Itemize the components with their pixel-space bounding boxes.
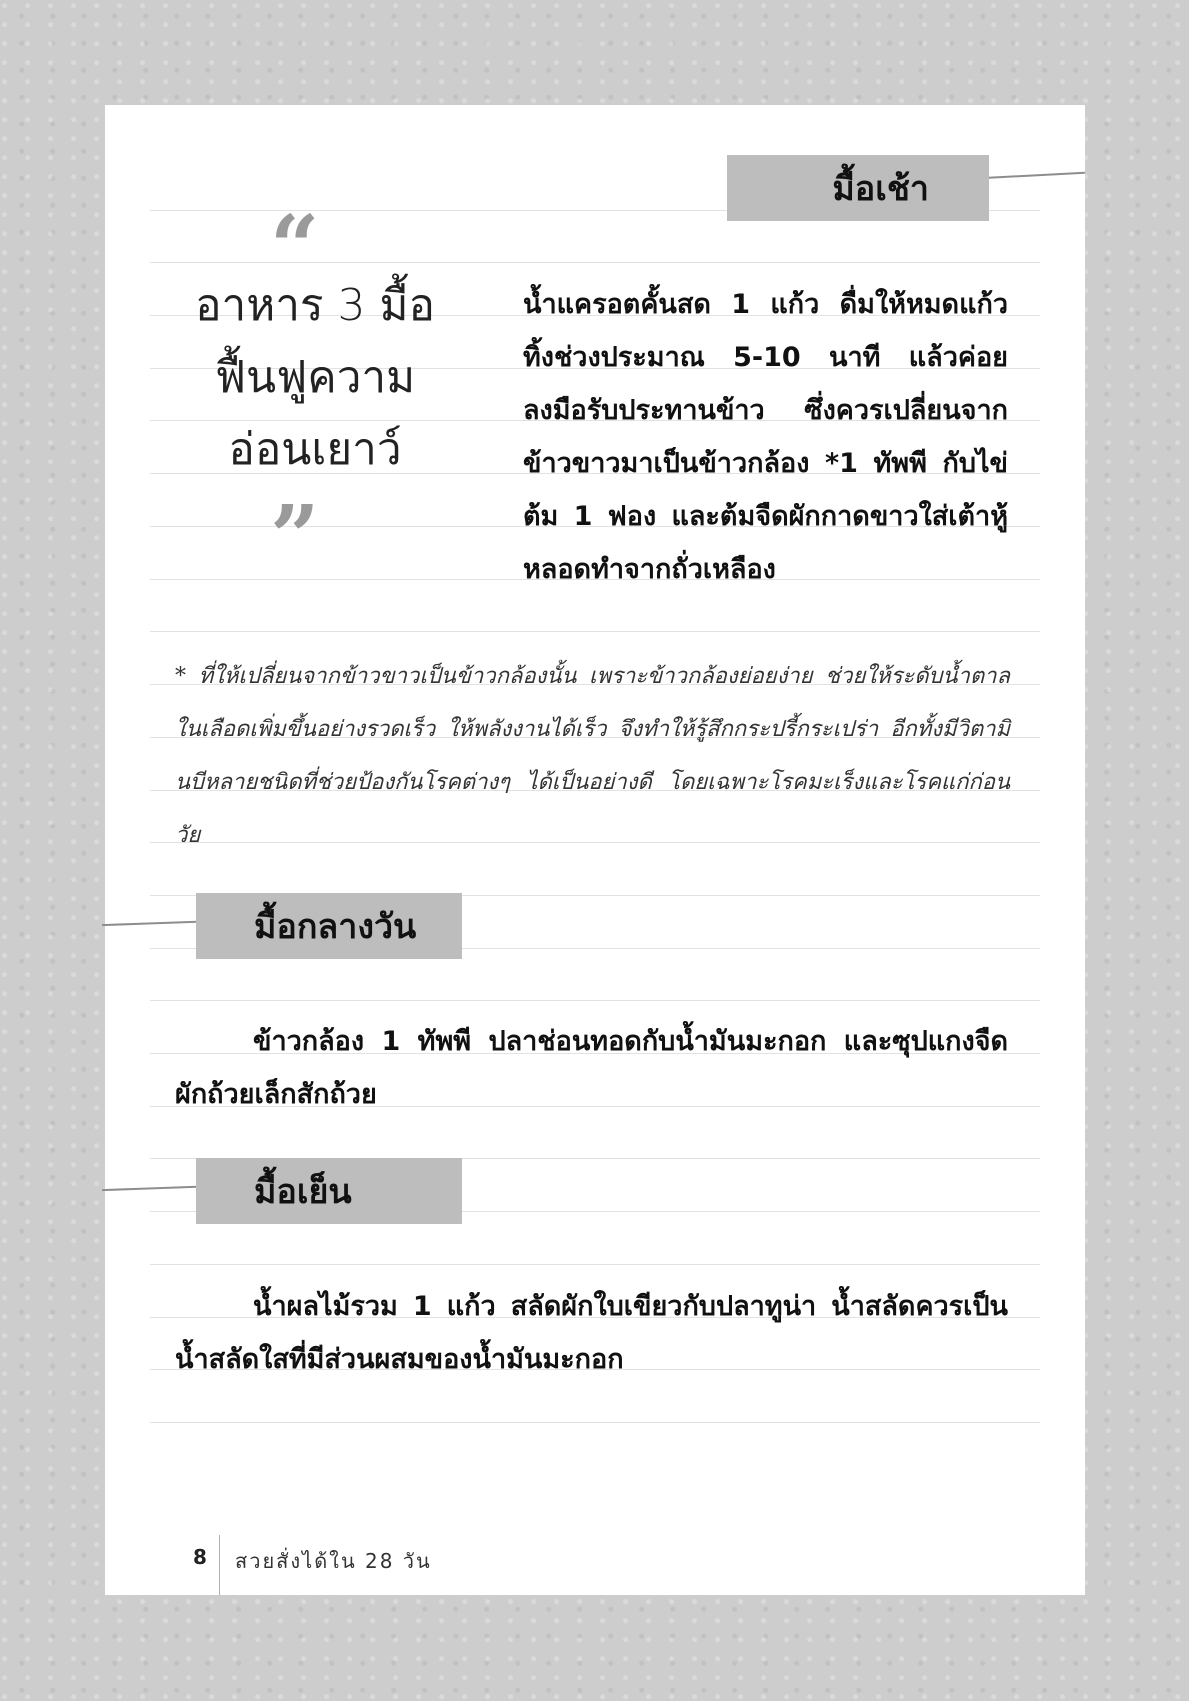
page-number: 8: [193, 1545, 207, 1569]
lunch-tag: [196, 893, 462, 959]
headline-line-1: อาหาร 3 มื้อ: [195, 280, 435, 331]
dinner-tag-label: มื้อเย็น: [254, 1172, 352, 1212]
headline: [150, 270, 480, 486]
headline-line-2: ฟื้นฟูความ: [214, 352, 416, 403]
dinner-text: น้ำผลไม้รวม 1 แก้ว สลัดผักใบเขียวกับปลาทูน่า น้ำสลัดควรเป็นน้ำสลัดใสที่มีส่วนผสมของน้ำมันมะกอก: [175, 1291, 1008, 1375]
breakfast-tag: [727, 155, 989, 221]
close-quote-mark: ”: [270, 487, 320, 588]
book-title: สวยสั่งได้ใน 28 วัน: [235, 1549, 432, 1573]
breakfast-tag-label: มื้อเช้า: [832, 169, 929, 209]
dinner-tag: [196, 1158, 462, 1224]
lunch-text: ข้าวกล้อง 1 ทัพพี ปลาช่อนทอดกับน้ำมันมะกอก และซุปแกงจืดผักถ้วยเล็กสักถ้วย: [175, 1026, 1008, 1110]
ruled-line: [150, 631, 1040, 632]
ruled-line: [150, 1422, 1040, 1423]
footer-divider: [219, 1535, 220, 1595]
open-quote-mark: “: [270, 197, 320, 298]
ruled-line: [150, 1000, 1040, 1001]
ruled-line: [150, 1264, 1040, 1265]
lunch-tag-label: มื้อกลางวัน: [254, 907, 417, 947]
breakfast-text: น้ำแครอตคั้นสด 1 แก้ว ดื่มให้หมดแก้ว ทิ้งช่วงประมาณ 5-10 นาที แล้วค่อยลงมือรับประทานข้าว ซึ่งควรเปลี่ยนจากข้าวขาวมาเป็นข้าวกล้อง *1 ทัพพี กับไข่ต้ม 1 ฟอง และต้มจืดผักกาดขาวใส่เต้าหู้หลอดทำจากถั่วเหลือง: [523, 289, 1008, 585]
footnote: * ที่ให้เปลี่ยนจากข้าวขาวเป็นข้าวกล้องนั้น เพราะข้าวกล้องย่อยง่าย ช่วยให้ระดับน้ำตาลในเลือดเพิ่มขึ้นอย่างรวดเร็ว ให้พลังงานได้เร็ว จึงทำให้รู้สึกกระปรี้กระเปร่า อีกทั้งมีวิตามินบีหลายชนิดที่ช่วยป้องกันโรคต่างๆ ได้เป็นอย่างดี โดยเฉพาะโรคมะเร็งและโรคแก่ก่อนวัย: [175, 664, 1010, 848]
headline-line-3: อ่อนเยาว์: [228, 424, 402, 475]
